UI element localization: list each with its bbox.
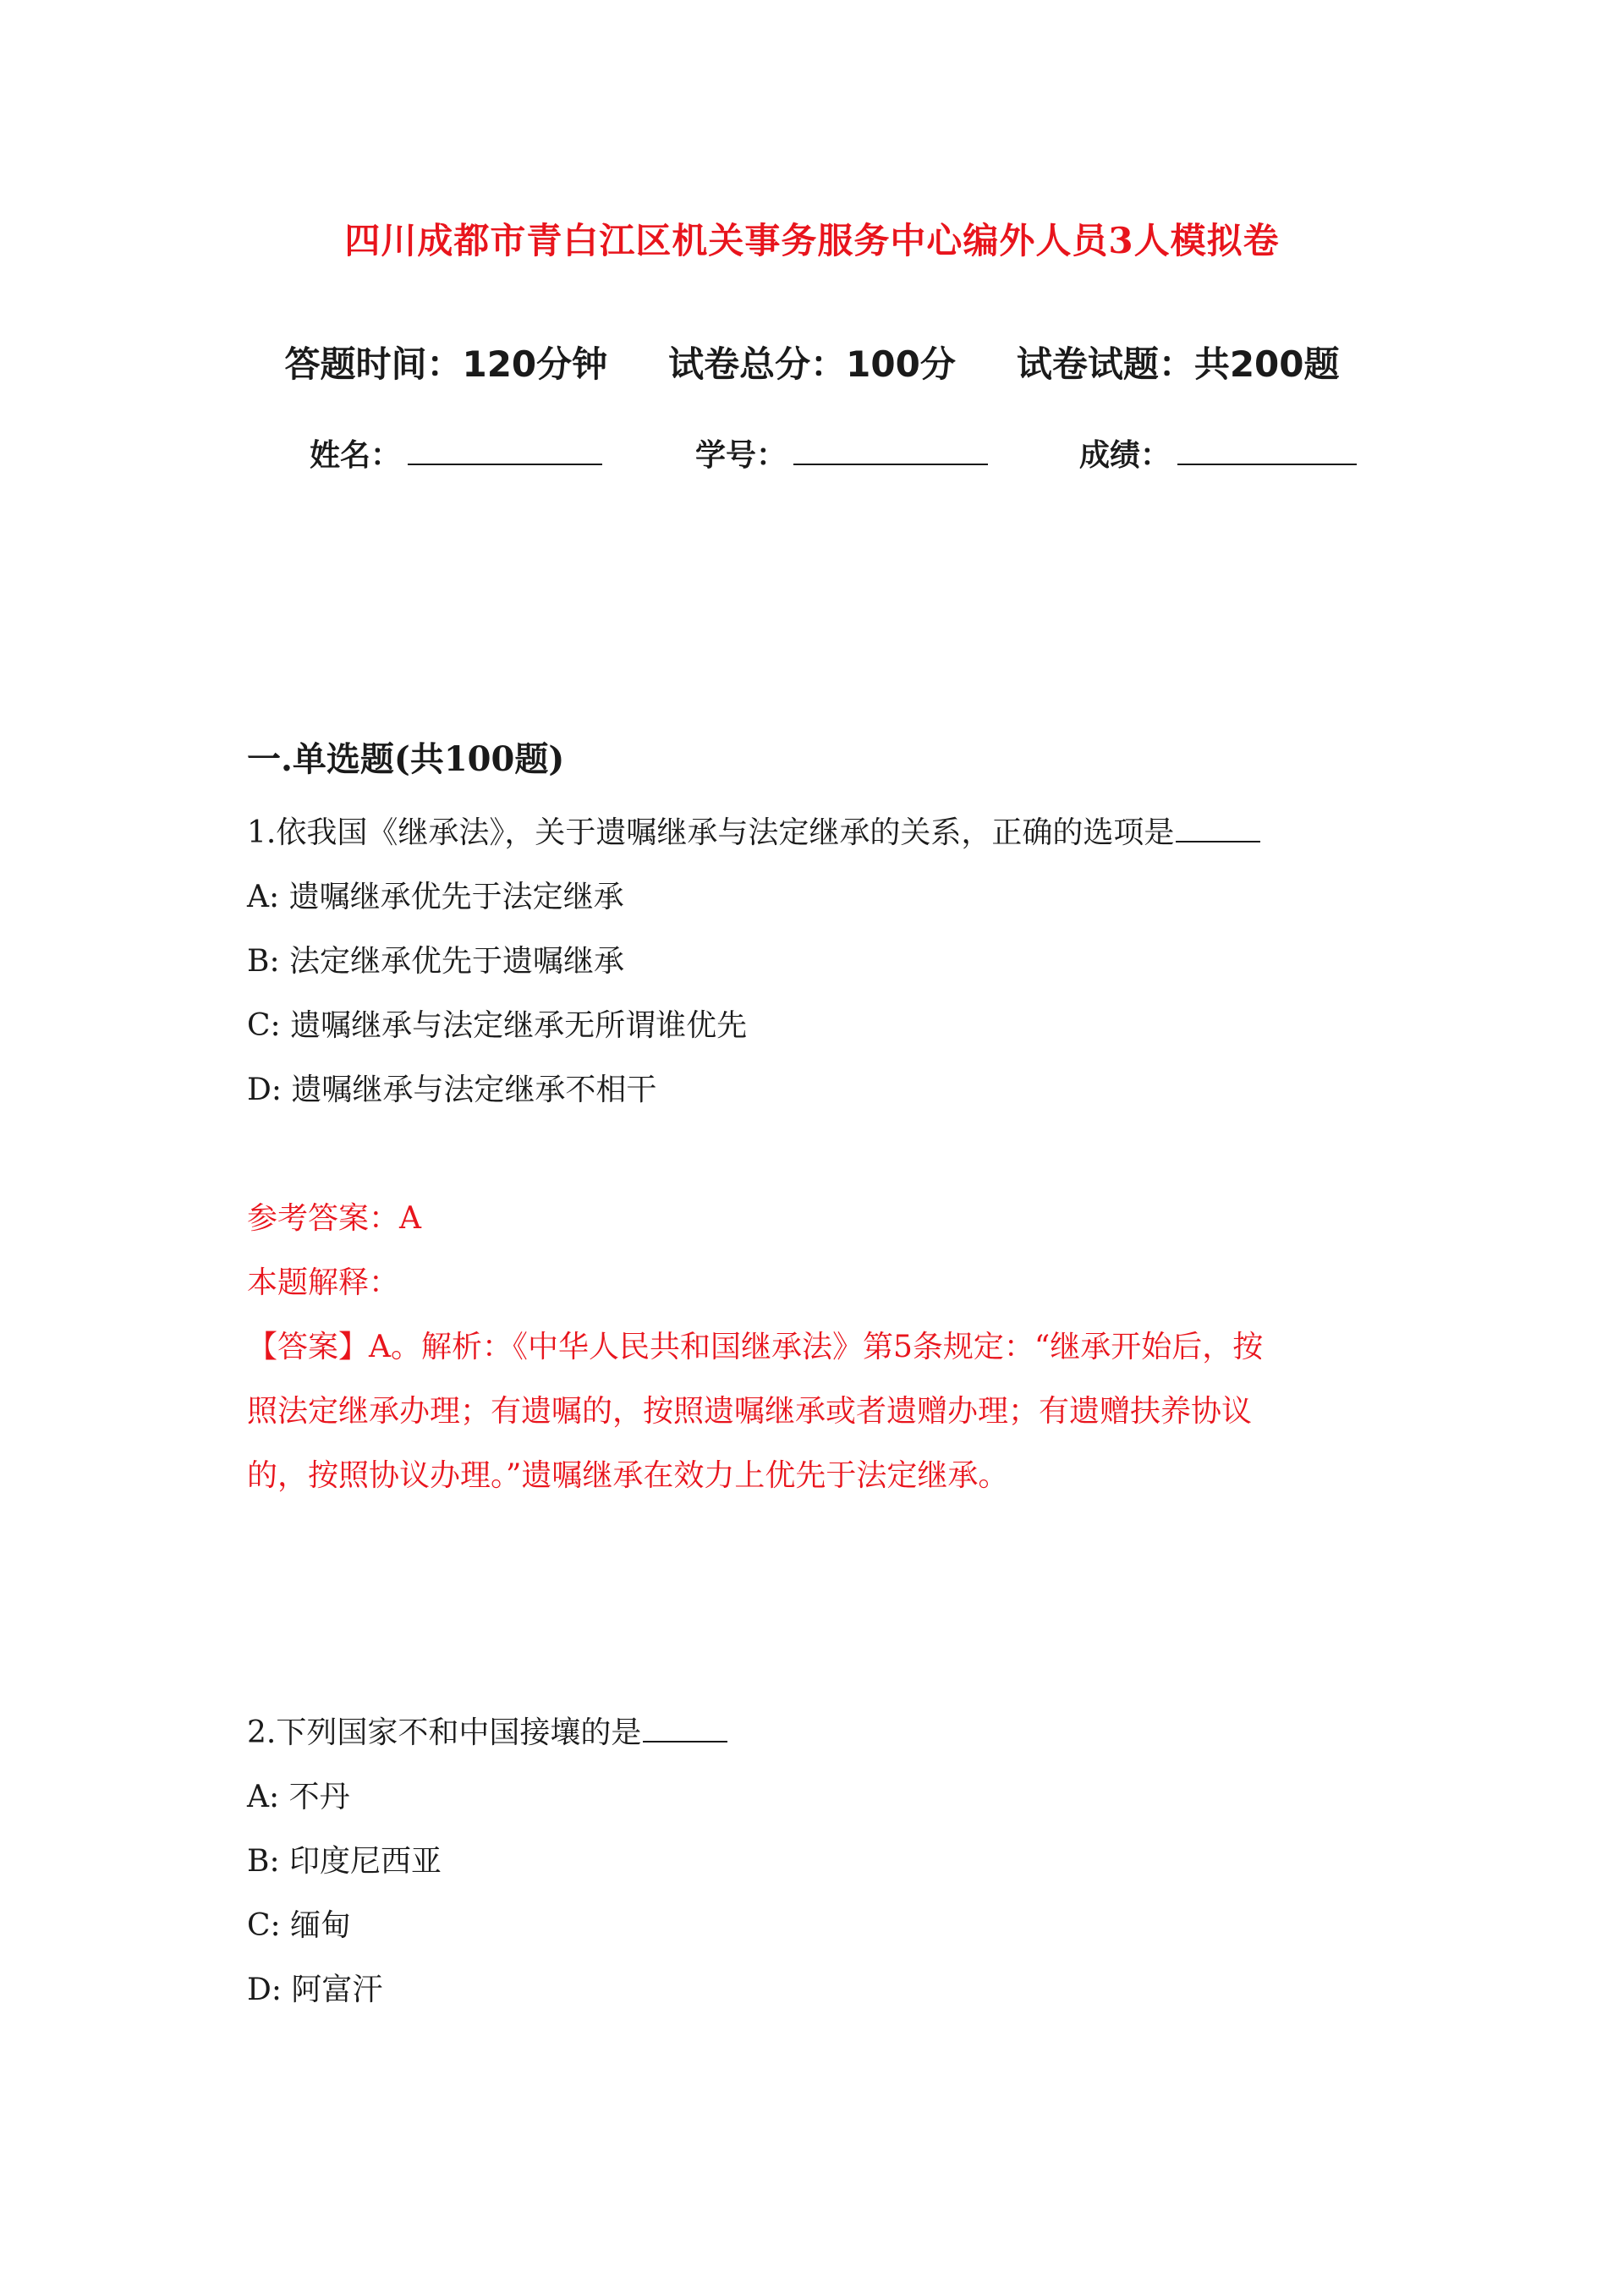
score-label: 成绩：: [1079, 438, 1171, 473]
question-stem: [247, 1709, 727, 1752]
exam-question-count: 试卷试题：共200题: [1016, 343, 1340, 385]
option-c: C: 遗嘱继承与法定继承无所谓谁优先: [247, 1008, 748, 1043]
option-a: A: 遗嘱继承优先于法定继承: [247, 880, 624, 914]
exam-title: 四川成都市青白江区机关事务服务中心编外人员3人模拟卷: [344, 220, 1280, 261]
option-d: D: 阿富汗: [247, 1973, 383, 2007]
exam-total-score: 试卷总分：100分: [668, 343, 956, 385]
score-field: [1079, 428, 1357, 475]
question-2-stem: 2.下列国家不和中国接壤的是: [247, 1715, 642, 1750]
exam-time: 答题时间：120分钟: [284, 343, 608, 385]
explanation-line: 照法定继承办理；有遗嘱的，按照遗嘱继承或者遗赠办理；有遗赠扶养协议: [247, 1394, 1253, 1429]
option-c: C: 缅甸: [247, 1908, 352, 1943]
explanation-line: 的，按照协议办理。”遗嘱继承在效力上优先于法定继承。: [247, 1458, 1009, 1493]
exam-meta: [0, 337, 1624, 387]
question-1-stem: 1.依我国《继承法》，关于遗嘱继承与法定继承的关系，正确的选项是: [247, 815, 1175, 850]
reference-answer: 参考答案：A: [247, 1201, 421, 1236]
name-field: [310, 428, 602, 475]
score-blank[interactable]: [1177, 428, 1357, 465]
explanation-label: 本题解释：: [247, 1265, 400, 1300]
name-blank[interactable]: [408, 428, 602, 465]
id-blank[interactable]: [793, 428, 988, 465]
id-label: 学号：: [695, 438, 787, 473]
option-b: B: 法定继承优先于遗嘱继承: [247, 944, 625, 979]
id-field: [695, 428, 988, 475]
name-label: 姓名：: [310, 438, 402, 473]
section-heading: 一.单选题(共100题): [247, 739, 565, 779]
option-a: A: 不丹: [247, 1780, 350, 1814]
answer-blank: [1176, 815, 1260, 842]
answer-blank: [643, 1715, 727, 1742]
option-d: D: 遗嘱继承与法定继承不相干: [247, 1073, 657, 1107]
option-b: B: 印度尼西亚: [247, 1844, 442, 1879]
explanation-line: 【答案】A。解析：《中华人民共和国继承法》第5条规定：“继承开始后，按: [247, 1330, 1264, 1364]
question-stem: [247, 809, 1260, 852]
